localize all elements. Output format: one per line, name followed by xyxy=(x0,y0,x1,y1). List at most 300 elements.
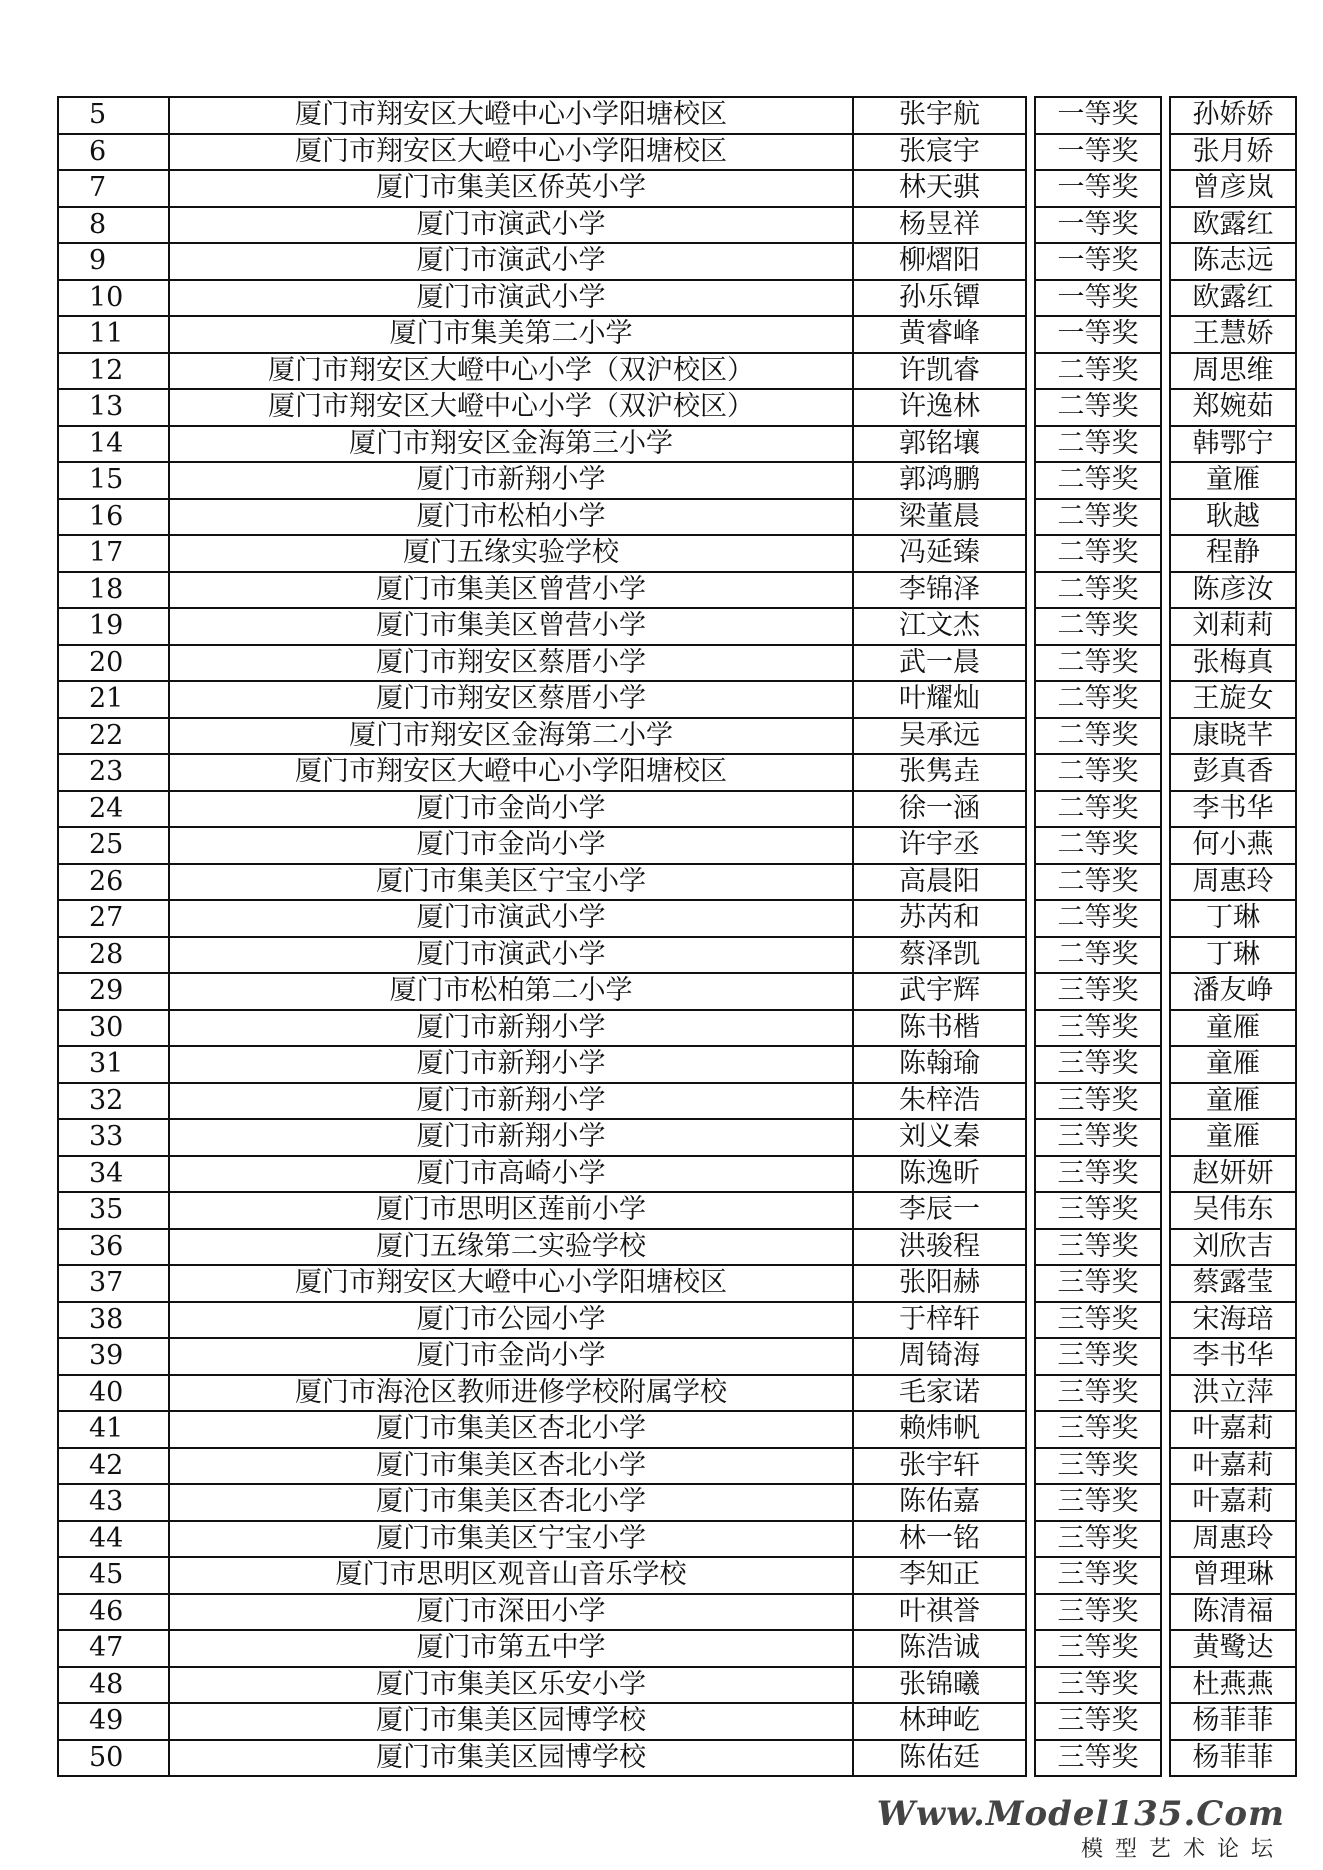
school-cell: 厦门市翔安区大嶝中心小学阳塘校区 xyxy=(169,134,853,171)
table-row xyxy=(58,1302,1296,1339)
table-row xyxy=(58,243,1296,280)
student-cell: 张宇航 xyxy=(853,97,1026,134)
student-cell: 陈佑嘉 xyxy=(853,1484,1026,1521)
teacher-cell: 王慧娇 xyxy=(1170,316,1296,353)
student-cell: 孙乐镡 xyxy=(853,280,1026,317)
table-row xyxy=(58,1740,1296,1777)
column-gap xyxy=(1161,1594,1170,1631)
column-gap xyxy=(1026,1010,1035,1047)
student-cell: 蔡泽凯 xyxy=(853,937,1026,974)
teacher-cell: 童雁 xyxy=(1170,1046,1296,1083)
row-number-cell: 19 xyxy=(58,608,169,645)
school-cell: 厦门市翔安区蔡厝小学 xyxy=(169,681,853,718)
award-cell: 三等奖 xyxy=(1035,1740,1161,1777)
award-cell: 三等奖 xyxy=(1035,1156,1161,1193)
teacher-cell: 耿越 xyxy=(1170,499,1296,536)
student-cell: 林天骐 xyxy=(853,170,1026,207)
column-gap xyxy=(1026,645,1035,682)
school-cell: 厦门市集美区杏北小学 xyxy=(169,1448,853,1485)
student-cell: 张隽垚 xyxy=(853,754,1026,791)
school-cell: 厦门市新翔小学 xyxy=(169,1046,853,1083)
award-cell: 二等奖 xyxy=(1035,572,1161,609)
table-row xyxy=(58,1119,1296,1156)
table-row xyxy=(58,170,1296,207)
school-cell: 厦门市演武小学 xyxy=(169,900,853,937)
column-gap xyxy=(1026,316,1035,353)
award-cell: 二等奖 xyxy=(1035,353,1161,390)
school-cell: 厦门市演武小学 xyxy=(169,243,853,280)
column-gap xyxy=(1161,1484,1170,1521)
student-cell: 陈浩诚 xyxy=(853,1630,1026,1667)
student-cell: 洪骏程 xyxy=(853,1229,1026,1266)
student-cell: 张宸宇 xyxy=(853,134,1026,171)
table-row xyxy=(58,1448,1296,1485)
award-cell: 二等奖 xyxy=(1035,791,1161,828)
column-gap xyxy=(1026,462,1035,499)
teacher-cell: 康晓芊 xyxy=(1170,718,1296,755)
row-number-cell: 46 xyxy=(58,1594,169,1631)
student-cell: 黄睿峰 xyxy=(853,316,1026,353)
teacher-cell: 宋海琣 xyxy=(1170,1302,1296,1339)
table-row xyxy=(58,754,1296,791)
row-number-cell: 37 xyxy=(58,1265,169,1302)
column-gap xyxy=(1026,207,1035,244)
award-cell: 三等奖 xyxy=(1035,1630,1161,1667)
row-number-cell: 5 xyxy=(58,97,169,134)
watermark-site: Www.Model135.Com xyxy=(876,1794,1285,1834)
student-cell: 张阳赫 xyxy=(853,1265,1026,1302)
table-row xyxy=(58,134,1296,171)
award-cell: 三等奖 xyxy=(1035,1411,1161,1448)
column-gap xyxy=(1026,572,1035,609)
teacher-cell: 周惠玲 xyxy=(1170,864,1296,901)
column-gap xyxy=(1026,134,1035,171)
column-gap xyxy=(1161,1740,1170,1777)
student-cell: 林珅屹 xyxy=(853,1703,1026,1740)
award-cell: 二等奖 xyxy=(1035,937,1161,974)
school-cell: 厦门市演武小学 xyxy=(169,937,853,974)
school-cell: 厦门市翔安区大嶝中心小学（双沪校区） xyxy=(169,353,853,390)
column-gap xyxy=(1026,1302,1035,1339)
column-gap xyxy=(1026,1192,1035,1229)
award-cell: 三等奖 xyxy=(1035,1594,1161,1631)
column-gap xyxy=(1161,1703,1170,1740)
teacher-cell: 黄鹭达 xyxy=(1170,1630,1296,1667)
row-number-cell: 14 xyxy=(58,426,169,463)
award-cell: 三等奖 xyxy=(1035,1667,1161,1704)
award-cell: 一等奖 xyxy=(1035,134,1161,171)
column-gap xyxy=(1161,1302,1170,1339)
student-cell: 于梓轩 xyxy=(853,1302,1026,1339)
student-cell: 陈逸昕 xyxy=(853,1156,1026,1193)
table-row xyxy=(58,645,1296,682)
school-cell: 厦门市集美区侨英小学 xyxy=(169,170,853,207)
column-gap xyxy=(1161,426,1170,463)
column-gap xyxy=(1026,243,1035,280)
teacher-cell: 刘欣吉 xyxy=(1170,1229,1296,1266)
student-cell: 柳熠阳 xyxy=(853,243,1026,280)
school-cell: 厦门市翔安区大嶝中心小学阳塘校区 xyxy=(169,754,853,791)
table-row xyxy=(58,1192,1296,1229)
table-row xyxy=(58,973,1296,1010)
table-row xyxy=(58,1521,1296,1558)
teacher-cell: 李书华 xyxy=(1170,791,1296,828)
teacher-cell: 赵妍妍 xyxy=(1170,1156,1296,1193)
student-cell: 江文杰 xyxy=(853,608,1026,645)
column-gap xyxy=(1161,170,1170,207)
school-cell: 厦门市新翔小学 xyxy=(169,462,853,499)
column-gap xyxy=(1161,1667,1170,1704)
teacher-cell: 何小燕 xyxy=(1170,827,1296,864)
table-row xyxy=(58,353,1296,390)
column-gap xyxy=(1161,243,1170,280)
award-cell: 三等奖 xyxy=(1035,1265,1161,1302)
teacher-cell: 丁琳 xyxy=(1170,937,1296,974)
column-gap xyxy=(1026,1375,1035,1412)
teacher-cell: 曾理琳 xyxy=(1170,1557,1296,1594)
column-gap xyxy=(1161,1010,1170,1047)
school-cell: 厦门市松柏小学 xyxy=(169,499,853,536)
school-cell: 厦门市新翔小学 xyxy=(169,1083,853,1120)
award-cell: 一等奖 xyxy=(1035,280,1161,317)
award-cell: 二等奖 xyxy=(1035,389,1161,426)
row-number-cell: 45 xyxy=(58,1557,169,1594)
row-number-cell: 22 xyxy=(58,718,169,755)
table-row xyxy=(58,97,1296,134)
table-row xyxy=(58,1046,1296,1083)
column-gap xyxy=(1026,827,1035,864)
column-gap xyxy=(1026,280,1035,317)
table-row xyxy=(58,316,1296,353)
teacher-cell: 陈清福 xyxy=(1170,1594,1296,1631)
teacher-cell: 王旋女 xyxy=(1170,681,1296,718)
table-row xyxy=(58,1265,1296,1302)
student-cell: 杨昱祥 xyxy=(853,207,1026,244)
column-gap xyxy=(1161,791,1170,828)
school-cell: 厦门市翔安区金海第二小学 xyxy=(169,718,853,755)
row-number-cell: 38 xyxy=(58,1302,169,1339)
school-cell: 厦门市翔安区大嶝中心小学（双沪校区） xyxy=(169,389,853,426)
column-gap xyxy=(1026,1265,1035,1302)
award-cell: 二等奖 xyxy=(1035,608,1161,645)
school-cell: 厦门市金尚小学 xyxy=(169,827,853,864)
column-gap xyxy=(1161,1411,1170,1448)
student-cell: 梁董晨 xyxy=(853,499,1026,536)
row-number-cell: 43 xyxy=(58,1484,169,1521)
student-cell: 周锜海 xyxy=(853,1338,1026,1375)
teacher-cell: 童雁 xyxy=(1170,1010,1296,1047)
award-cell: 三等奖 xyxy=(1035,1338,1161,1375)
award-cell: 三等奖 xyxy=(1035,1302,1161,1339)
column-gap xyxy=(1161,353,1170,390)
column-gap xyxy=(1026,499,1035,536)
column-gap xyxy=(1161,1083,1170,1120)
table-row xyxy=(58,1484,1296,1521)
row-number-cell: 27 xyxy=(58,900,169,937)
table-row xyxy=(58,1229,1296,1266)
column-gap xyxy=(1026,1557,1035,1594)
teacher-cell: 叶嘉莉 xyxy=(1170,1448,1296,1485)
school-cell: 厦门市新翔小学 xyxy=(169,1119,853,1156)
teacher-cell: 程静 xyxy=(1170,535,1296,572)
column-gap xyxy=(1161,1338,1170,1375)
row-number-cell: 17 xyxy=(58,535,169,572)
row-number-cell: 32 xyxy=(58,1083,169,1120)
row-number-cell: 28 xyxy=(58,937,169,974)
column-gap xyxy=(1161,1375,1170,1412)
teacher-cell: 童雁 xyxy=(1170,462,1296,499)
school-cell: 厦门市翔安区金海第三小学 xyxy=(169,426,853,463)
teacher-cell: 杨菲菲 xyxy=(1170,1703,1296,1740)
column-gap xyxy=(1161,1521,1170,1558)
school-cell: 厦门市高崎小学 xyxy=(169,1156,853,1193)
school-cell: 厦门市第五中学 xyxy=(169,1630,853,1667)
row-number-cell: 16 xyxy=(58,499,169,536)
table-row xyxy=(58,1703,1296,1740)
table-row xyxy=(58,1557,1296,1594)
award-cell: 二等奖 xyxy=(1035,499,1161,536)
column-gap xyxy=(1026,608,1035,645)
teacher-cell: 彭真香 xyxy=(1170,754,1296,791)
row-number-cell: 44 xyxy=(58,1521,169,1558)
table-row xyxy=(58,791,1296,828)
student-cell: 许逸林 xyxy=(853,389,1026,426)
school-cell: 厦门市集美区宁宝小学 xyxy=(169,1521,853,1558)
student-cell: 李锦泽 xyxy=(853,572,1026,609)
column-gap xyxy=(1161,864,1170,901)
student-cell: 苏芮和 xyxy=(853,900,1026,937)
column-gap xyxy=(1161,900,1170,937)
award-cell: 一等奖 xyxy=(1035,243,1161,280)
school-cell: 厦门市集美区曾营小学 xyxy=(169,572,853,609)
award-cell: 三等奖 xyxy=(1035,1521,1161,1558)
row-number-cell: 30 xyxy=(58,1010,169,1047)
award-cell: 二等奖 xyxy=(1035,462,1161,499)
column-gap xyxy=(1161,134,1170,171)
award-cell: 二等奖 xyxy=(1035,535,1161,572)
row-number-cell: 8 xyxy=(58,207,169,244)
column-gap xyxy=(1026,900,1035,937)
column-gap xyxy=(1026,1156,1035,1193)
student-cell: 郭铭壤 xyxy=(853,426,1026,463)
student-cell: 毛家诺 xyxy=(853,1375,1026,1412)
award-cell: 二等奖 xyxy=(1035,681,1161,718)
row-number-cell: 40 xyxy=(58,1375,169,1412)
student-cell: 武宇辉 xyxy=(853,973,1026,1010)
column-gap xyxy=(1026,791,1035,828)
award-table xyxy=(57,96,1297,1777)
column-gap xyxy=(1161,535,1170,572)
school-cell: 厦门市翔安区大嶝中心小学阳塘校区 xyxy=(169,1265,853,1302)
teacher-cell: 张月娇 xyxy=(1170,134,1296,171)
table-row xyxy=(58,937,1296,974)
award-cell: 三等奖 xyxy=(1035,1484,1161,1521)
school-cell: 厦门市金尚小学 xyxy=(169,791,853,828)
column-gap xyxy=(1026,973,1035,1010)
row-number-cell: 6 xyxy=(58,134,169,171)
column-gap xyxy=(1161,1156,1170,1193)
column-gap xyxy=(1161,389,1170,426)
award-cell: 三等奖 xyxy=(1035,1448,1161,1485)
teacher-cell: 周惠玲 xyxy=(1170,1521,1296,1558)
teacher-cell: 潘友峥 xyxy=(1170,973,1296,1010)
column-gap xyxy=(1161,973,1170,1010)
table-row xyxy=(58,827,1296,864)
table-row xyxy=(58,535,1296,572)
teacher-cell: 郑婉茹 xyxy=(1170,389,1296,426)
column-gap xyxy=(1161,681,1170,718)
row-number-cell: 18 xyxy=(58,572,169,609)
student-cell: 高晨阳 xyxy=(853,864,1026,901)
student-cell: 李知正 xyxy=(853,1557,1026,1594)
student-cell: 武一晨 xyxy=(853,645,1026,682)
award-cell: 三等奖 xyxy=(1035,1010,1161,1047)
table-row xyxy=(58,1411,1296,1448)
student-cell: 郭鸿鹏 xyxy=(853,462,1026,499)
teacher-cell: 李书华 xyxy=(1170,1338,1296,1375)
row-number-cell: 35 xyxy=(58,1192,169,1229)
table-row xyxy=(58,1375,1296,1412)
school-cell: 厦门市金尚小学 xyxy=(169,1338,853,1375)
column-gap xyxy=(1026,864,1035,901)
column-gap xyxy=(1161,572,1170,609)
column-gap xyxy=(1026,1630,1035,1667)
student-cell: 徐一涵 xyxy=(853,791,1026,828)
table-row xyxy=(58,1630,1296,1667)
column-gap xyxy=(1026,1046,1035,1083)
column-gap xyxy=(1026,535,1035,572)
table-row xyxy=(58,608,1296,645)
column-gap xyxy=(1026,1667,1035,1704)
row-number-cell: 31 xyxy=(58,1046,169,1083)
column-gap xyxy=(1161,827,1170,864)
row-number-cell: 49 xyxy=(58,1703,169,1740)
column-gap xyxy=(1161,1557,1170,1594)
teacher-cell: 陈彦汝 xyxy=(1170,572,1296,609)
student-cell: 林一铭 xyxy=(853,1521,1026,1558)
student-cell: 陈佑廷 xyxy=(853,1740,1026,1777)
column-gap xyxy=(1161,718,1170,755)
row-number-cell: 36 xyxy=(58,1229,169,1266)
row-number-cell: 47 xyxy=(58,1630,169,1667)
column-gap xyxy=(1026,1703,1035,1740)
column-gap xyxy=(1026,1229,1035,1266)
row-number-cell: 41 xyxy=(58,1411,169,1448)
school-cell: 厦门市深田小学 xyxy=(169,1594,853,1631)
award-cell: 一等奖 xyxy=(1035,207,1161,244)
award-cell: 三等奖 xyxy=(1035,1083,1161,1120)
table-row xyxy=(58,864,1296,901)
row-number-cell: 15 xyxy=(58,462,169,499)
teacher-cell: 叶嘉莉 xyxy=(1170,1484,1296,1521)
column-gap xyxy=(1026,718,1035,755)
table-row xyxy=(58,1594,1296,1631)
teacher-cell: 欧露红 xyxy=(1170,280,1296,317)
award-cell: 二等奖 xyxy=(1035,827,1161,864)
student-cell: 陈书楷 xyxy=(853,1010,1026,1047)
column-gap xyxy=(1026,1338,1035,1375)
teacher-cell: 刘莉莉 xyxy=(1170,608,1296,645)
column-gap xyxy=(1026,681,1035,718)
column-gap xyxy=(1161,1630,1170,1667)
column-gap xyxy=(1026,754,1035,791)
school-cell: 厦门市思明区观音山音乐学校 xyxy=(169,1557,853,1594)
teacher-cell: 欧露红 xyxy=(1170,207,1296,244)
row-number-cell: 24 xyxy=(58,791,169,828)
school-cell: 厦门市集美区杏北小学 xyxy=(169,1411,853,1448)
row-number-cell: 12 xyxy=(58,353,169,390)
school-cell: 厦门市思明区莲前小学 xyxy=(169,1192,853,1229)
award-cell: 二等奖 xyxy=(1035,900,1161,937)
student-cell: 许凯睿 xyxy=(853,353,1026,390)
column-gap xyxy=(1026,1484,1035,1521)
student-cell: 张锦曦 xyxy=(853,1667,1026,1704)
column-gap xyxy=(1026,426,1035,463)
table-row xyxy=(58,389,1296,426)
table-row xyxy=(58,499,1296,536)
column-gap xyxy=(1026,1594,1035,1631)
column-gap xyxy=(1161,608,1170,645)
column-gap xyxy=(1026,1740,1035,1777)
school-cell: 厦门五缘实验学校 xyxy=(169,535,853,572)
column-gap xyxy=(1161,499,1170,536)
award-cell: 二等奖 xyxy=(1035,426,1161,463)
column-gap xyxy=(1161,316,1170,353)
column-gap xyxy=(1026,1119,1035,1156)
column-gap xyxy=(1026,937,1035,974)
table-row xyxy=(58,681,1296,718)
student-cell: 冯延臻 xyxy=(853,535,1026,572)
row-number-cell: 21 xyxy=(58,681,169,718)
award-table-body xyxy=(58,97,1296,1776)
table-row xyxy=(58,718,1296,755)
award-cell: 三等奖 xyxy=(1035,1703,1161,1740)
award-cell: 三等奖 xyxy=(1035,1119,1161,1156)
student-cell: 李辰一 xyxy=(853,1192,1026,1229)
teacher-cell: 童雁 xyxy=(1170,1119,1296,1156)
column-gap xyxy=(1161,1046,1170,1083)
award-cell: 一等奖 xyxy=(1035,97,1161,134)
watermark-forum: 模型艺术论坛 xyxy=(1080,1837,1285,1862)
row-number-cell: 42 xyxy=(58,1448,169,1485)
column-gap xyxy=(1161,937,1170,974)
student-cell: 叶耀灿 xyxy=(853,681,1026,718)
row-number-cell: 7 xyxy=(58,170,169,207)
row-number-cell: 23 xyxy=(58,754,169,791)
column-gap xyxy=(1161,1119,1170,1156)
row-number-cell: 48 xyxy=(58,1667,169,1704)
teacher-cell: 韩鄂宁 xyxy=(1170,426,1296,463)
column-gap xyxy=(1161,207,1170,244)
row-number-cell: 33 xyxy=(58,1119,169,1156)
table-row xyxy=(58,1667,1296,1704)
teacher-cell: 孙娇娇 xyxy=(1170,97,1296,134)
table-row xyxy=(58,280,1296,317)
teacher-cell: 叶嘉莉 xyxy=(1170,1411,1296,1448)
school-cell: 厦门市翔安区蔡厝小学 xyxy=(169,645,853,682)
student-cell: 吴承远 xyxy=(853,718,1026,755)
school-cell: 厦门市海沧区教师进修学校附属学校 xyxy=(169,1375,853,1412)
teacher-cell: 曾彦岚 xyxy=(1170,170,1296,207)
row-number-cell: 34 xyxy=(58,1156,169,1193)
student-cell: 刘义秦 xyxy=(853,1119,1026,1156)
column-gap xyxy=(1161,754,1170,791)
table-row xyxy=(58,572,1296,609)
school-cell: 厦门市新翔小学 xyxy=(169,1010,853,1047)
row-number-cell: 10 xyxy=(58,280,169,317)
student-cell: 许宇丞 xyxy=(853,827,1026,864)
award-cell: 二等奖 xyxy=(1035,864,1161,901)
